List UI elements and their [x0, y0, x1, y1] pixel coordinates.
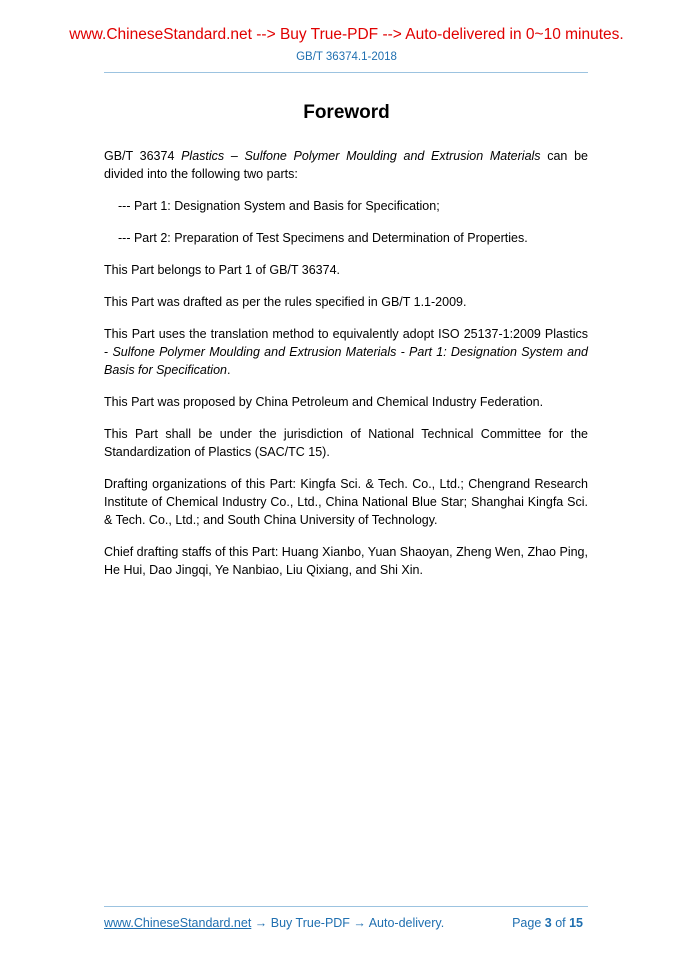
- footer-site-link[interactable]: www.ChineseStandard.net: [104, 916, 252, 930]
- iso-title-italic: Sulfone Polymer Moulding and Extrusion Materials - Part 1: Designation System and Basis for Specification: [104, 345, 588, 377]
- total-page-number: 15: [569, 916, 583, 930]
- paragraph-proposed: This Part was proposed by China Petroleum and Chemical Industry Federation.: [104, 395, 544, 409]
- page-indicator: Page 3 of 15: [512, 916, 583, 930]
- paragraph-belongs: This Part belongs to Part 1 of GB/T 36374.: [104, 263, 341, 277]
- standard-code: GB/T 36374.1-2018: [296, 51, 397, 63]
- foreword-body: [104, 147, 588, 593]
- footer-divider: [104, 906, 588, 907]
- standard-title-italic: Plastics – Sulfone Polymer Moulding and Extrusion Materials: [181, 149, 541, 163]
- list-item-part1: --- Part 1: Designation System and Basis for Specification;: [118, 199, 440, 213]
- page-footer: [104, 916, 588, 934]
- paragraph-drafting-staff: Chief drafting staffs of this Part: Huang Xianbo, Yuan Shaoyan, Zheng Wen, Zhao Ping, He Hui, Dao Jingqi, Ye Nanbiao, Liu Qixiang, and Shi Xin.: [104, 545, 588, 577]
- top-banner[interactable]: www.ChineseStandard.net --> Buy True-PDF --> Auto-delivered in 0~10 minutes.: [69, 26, 624, 43]
- current-page-number: 3: [544, 916, 552, 930]
- paragraph-jurisdiction: This Part shall be under the jurisdiction of National Technical Committee for the Standardization of Plastics (SAC/TC 15).: [104, 427, 588, 459]
- paragraph-drafting-orgs: Drafting organizations of this Part: Kingfa Sci. & Tech. Co., Ltd.; Chengrand Research Institute of Chemical Industry Co., Ltd., China National Blue Star; Shanghai Kingfa Sci. & Tech. Co., Ltd.; and South China University of Technology.: [104, 477, 588, 527]
- paragraph-parts-intro: GB/T 36374 Plastics – Sulfone Polymer Moulding and Extrusion Materials can be divided into the following two parts:: [104, 149, 588, 181]
- paragraph-drafted-rules: This Part was drafted as per the rules specified in GB/T 1.1-2009.: [104, 295, 467, 309]
- paragraph-translation: This Part uses the translation method to equivalently adopt ISO 25137-1:2009 Plastics - Sulfone Polymer Moulding and Extrusion Materials - Part 1: Designation System and Basis for Specification.: [104, 327, 588, 377]
- header-divider: [104, 72, 588, 73]
- list-item-part2: --- Part 2: Preparation of Test Specimens and Determination of Properties.: [118, 231, 528, 245]
- footer-promo: www.ChineseStandard.net → Buy True-PDF → Auto-delivery.: [104, 916, 445, 930]
- page-title: Foreword: [303, 102, 390, 123]
